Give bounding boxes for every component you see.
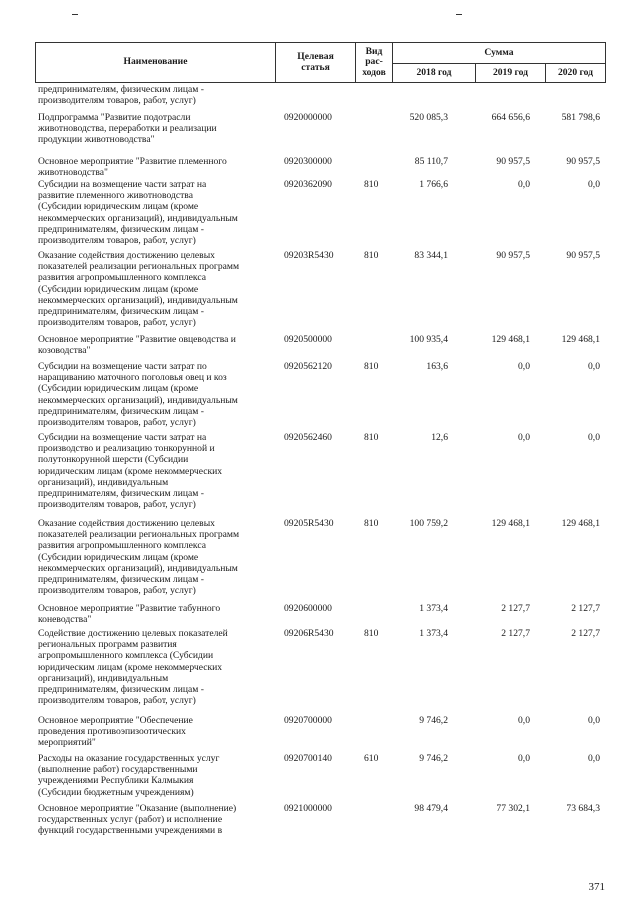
- table-header: [35, 42, 606, 83]
- row-code: 0920500000: [284, 334, 332, 345]
- row-sum-2019: 2 127,7: [501, 628, 530, 639]
- row-sum-2018: 1 373,4: [419, 603, 448, 614]
- header-vid: Вид рас-ходов: [362, 45, 386, 78]
- table-row: [38, 156, 606, 178]
- header-year-2019: 2019 год: [492, 66, 529, 78]
- row-code: 0920562120: [284, 361, 332, 372]
- row-code: 0920300000: [284, 156, 332, 167]
- row-vid: 610: [364, 753, 379, 764]
- row-sum-2019: 0,0: [518, 715, 530, 726]
- row-sum-2019: 90 957,5: [496, 250, 530, 261]
- table-row: [38, 334, 606, 356]
- row-sum-2019: 0,0: [518, 432, 530, 443]
- row-sum-2020: 129 468,1: [561, 334, 600, 345]
- row-vid: 810: [364, 432, 379, 443]
- row-code: 0920700000: [284, 715, 332, 726]
- row-sum-2018: 1 766,6: [419, 179, 448, 190]
- row-name: Основное мероприятие "Развитие овцеводства и козоводства": [38, 334, 236, 357]
- row-sum-2020: 581 798,6: [561, 112, 600, 123]
- row-name: Содействие достижению целевых показателей региональных программ развития агропромышленного комплекса (Субсидии юридическим лицам (кроме некоммерческих организаций), индивидуальным предпринимателям, физическим лицам - производителям товаров, работ, услуг): [38, 628, 228, 707]
- row-vid: 810: [364, 628, 379, 639]
- row-sum-2018: 98 479,4: [414, 803, 448, 814]
- row-name: Оказание содействия достижению целевых показателей реализации региональных программ развития агропромышленного комплекса (Субсидии юридическим лицам (кроме некоммерческих организаций), индивидуальным предпринимателям, физическим лицам - производителям товаров, работ, услуг): [38, 250, 240, 329]
- row-sum-2018: 100 759,2: [409, 518, 448, 529]
- table-row: [38, 179, 606, 246]
- header-sum: Сумма: [484, 46, 514, 58]
- row-name: Расходы на оказание государственных услуг (выполнение работ) государственными учреждениями Республики Калмыкия (Субсидии бюджетным учреждениям): [38, 753, 220, 798]
- row-name: Субсидии на возмещение части затрат на развитие племенного животноводства (Субсидии юридическим лицам (кроме некоммерческих организаций), индивидуальным предпринимателям, физическим лицам - производителям товаров, работ, услуг): [38, 179, 238, 247]
- table-row: [38, 112, 606, 146]
- table-row: [38, 432, 606, 510]
- table-row: [38, 361, 606, 428]
- row-sum-2018: 100 935,4: [409, 334, 448, 345]
- row-code: 0921000000: [284, 803, 332, 814]
- row-name: предпринимателям, физическим лицам - производителям товаров, работ, услуг): [38, 84, 204, 107]
- row-sum-2020: 73 684,3: [566, 803, 600, 814]
- table-row: [38, 250, 606, 328]
- page-number: 371: [588, 881, 605, 893]
- header-code: Целевая статья: [297, 50, 334, 73]
- row-sum-2020: 0,0: [588, 715, 600, 726]
- row-name: Субсидии на возмещение части затрат на производство и реализацию тонкорунной и полутонкорунной шерсти (Субсидии юридическим лицам (кроме некоммерческих организаций), индивидуальным предпринимателям, физическим лицам - производителям товаров, работ, услуг): [38, 432, 223, 511]
- row-vid: 810: [364, 518, 379, 529]
- row-vid: 810: [364, 250, 379, 261]
- table-row: [38, 715, 606, 749]
- row-sum-2018: 9 746,2: [419, 715, 448, 726]
- row-name: Оказание содействия достижению целевых показателей реализации региональных программ развития агропромышленного комплекса (Субсидии юридическим лицам (кроме некоммерческих организаций), индивидуальным предпринимателям, физическим лицам - производителям товаров, работ, услуг): [38, 518, 240, 597]
- row-sum-2019: 2 127,7: [501, 603, 530, 614]
- top-mark-right: [456, 14, 462, 15]
- row-sum-2019: 77 302,1: [496, 803, 530, 814]
- row-code: 09205R5430: [284, 518, 334, 529]
- row-sum-2020: 0,0: [588, 179, 600, 190]
- row-name: Основное мероприятие "Оказание (выполнение) государственных услуг (работ) и исполнение функций государственными учреждениями в: [38, 803, 237, 837]
- row-sum-2020: 0,0: [588, 432, 600, 443]
- row-name: Подпрограмма "Развитие подотрасли животноводства, переработки и реализации продукции животноводства": [38, 112, 217, 146]
- header-year-2018: 2018 год: [416, 66, 452, 78]
- table-row: [38, 84, 606, 106]
- row-code: 09203R5430: [284, 250, 334, 261]
- row-vid: 810: [364, 361, 379, 372]
- row-sum-2020: 2 127,7: [571, 628, 600, 639]
- row-sum-2018: 85 110,7: [414, 156, 448, 167]
- header-name: Наименование: [123, 56, 188, 68]
- row-code: 0920600000: [284, 603, 332, 614]
- row-sum-2018: 83 344,1: [414, 250, 448, 261]
- table-row: [38, 603, 606, 625]
- row-sum-2019: 664 656,6: [491, 112, 530, 123]
- row-sum-2020: 2 127,7: [571, 603, 600, 614]
- row-code: 0920362090: [284, 179, 332, 190]
- row-sum-2020: 0,0: [588, 361, 600, 372]
- row-name: Основное мероприятие "Обеспечение проведения противоэпизоотических мероприятий": [38, 715, 193, 749]
- top-mark-left: [72, 14, 78, 15]
- table-row: [38, 753, 606, 798]
- row-sum-2020: 0,0: [588, 753, 600, 764]
- row-sum-2018: 12,6: [431, 432, 448, 443]
- row-sum-2018: 520 085,3: [409, 112, 448, 123]
- row-name: Основное мероприятие "Развитие табунного коневодства": [38, 603, 221, 626]
- table-row: [38, 803, 606, 837]
- row-code: 0920562460: [284, 432, 332, 443]
- row-sum-2019: 129 468,1: [491, 518, 530, 529]
- table-row: [38, 628, 606, 706]
- header-year-2020: 2020 год: [557, 66, 594, 78]
- row-sum-2018: 1 373,4: [419, 628, 448, 639]
- row-sum-2018: 163,6: [426, 361, 448, 372]
- row-sum-2020: 129 468,1: [561, 518, 600, 529]
- row-name: Субсидии на возмещение части затрат по наращиванию маточного поголовья овец и коз (Субсидии юридическим лицам (кроме некоммерческих организаций), индивидуальным предпринимателям, физическим лицам - производителям товаров, работ, услуг): [38, 361, 238, 429]
- row-sum-2019: 90 957,5: [496, 156, 530, 167]
- table-row: [38, 518, 606, 596]
- row-name: Основное мероприятие "Развитие племенного животноводства": [38, 156, 227, 179]
- row-code: 0920700140: [284, 753, 332, 764]
- row-code: 09206R5430: [284, 628, 334, 639]
- row-sum-2019: 0,0: [518, 179, 530, 190]
- row-sum-2020: 90 957,5: [566, 156, 600, 167]
- row-code: 0920000000: [284, 112, 332, 123]
- row-vid: 810: [364, 179, 379, 190]
- row-sum-2019: 129 468,1: [491, 334, 530, 345]
- row-sum-2020: 90 957,5: [566, 250, 600, 261]
- row-sum-2019: 0,0: [518, 361, 530, 372]
- row-sum-2018: 9 746,2: [419, 753, 448, 764]
- row-sum-2019: 0,0: [518, 753, 530, 764]
